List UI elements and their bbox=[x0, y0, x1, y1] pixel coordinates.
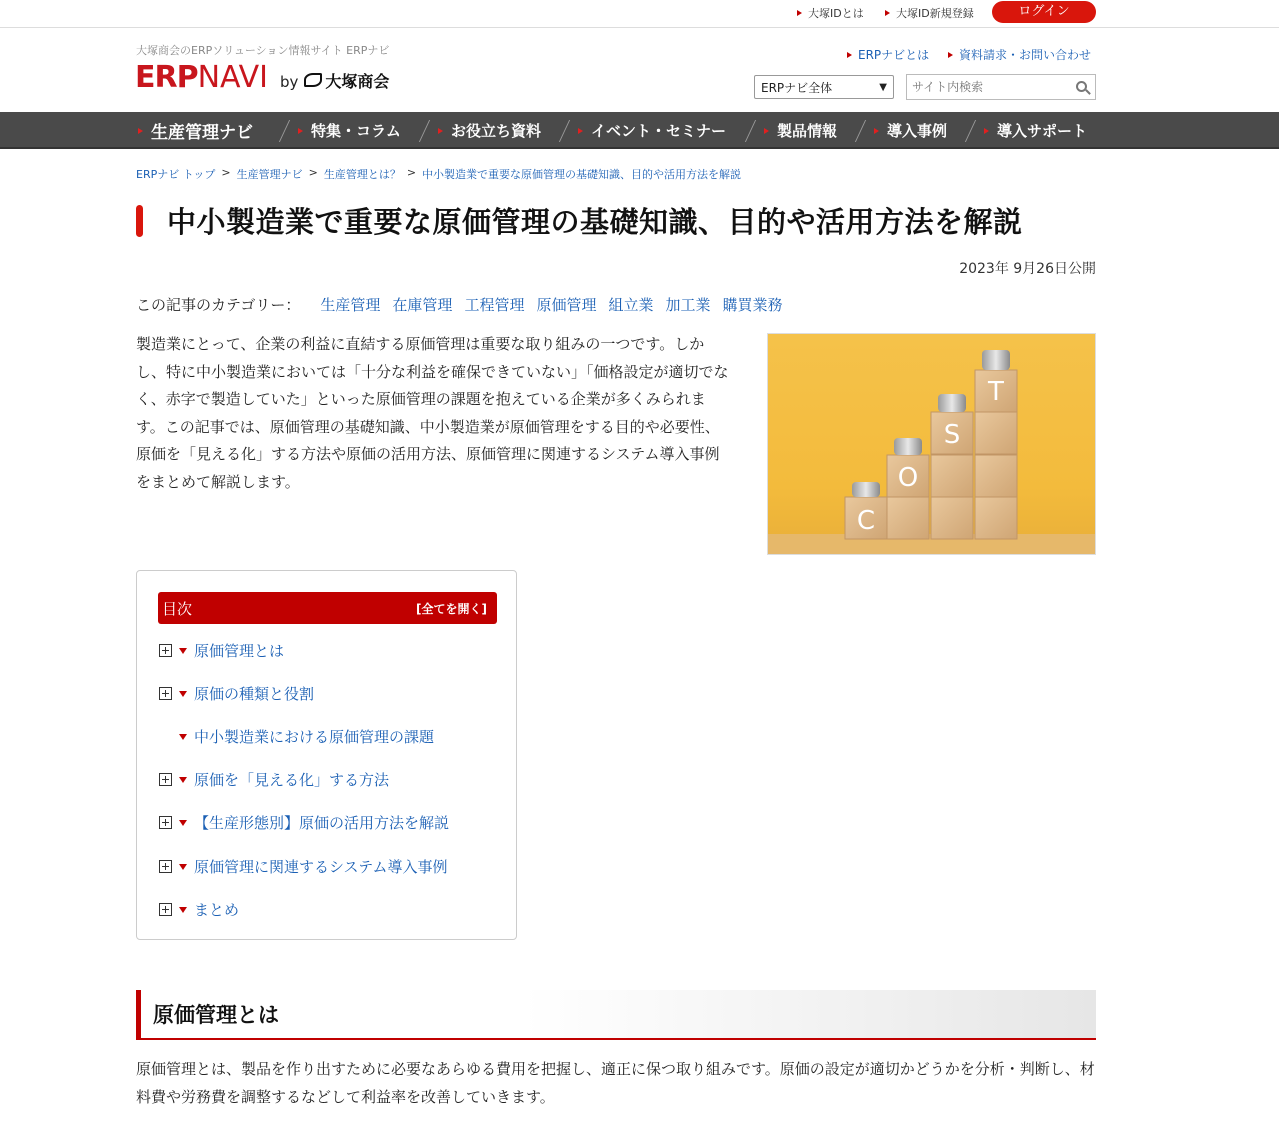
arrow-down-icon bbox=[179, 648, 187, 654]
toc-item bbox=[159, 812, 449, 833]
category-link[interactable]: 在庫管理 bbox=[392, 296, 453, 314]
hero-letter-s: S bbox=[943, 420, 961, 450]
utility-bar bbox=[0, 0, 1279, 28]
nav-resources[interactable] bbox=[438, 112, 541, 149]
arrow-right-icon bbox=[948, 52, 953, 58]
nav-divider bbox=[965, 120, 976, 142]
arrow-right-icon bbox=[578, 128, 583, 134]
toc-link[interactable]: 原価の種類と役割 bbox=[194, 685, 315, 703]
erpnavi-about-link[interactable] bbox=[847, 46, 929, 63]
nav-divider bbox=[279, 120, 290, 142]
toc-link[interactable]: まとめ bbox=[194, 901, 240, 919]
arrow-right-icon bbox=[764, 128, 769, 134]
toc-item bbox=[159, 856, 448, 877]
company-name: 大塚商会 bbox=[325, 71, 390, 91]
arrow-down-icon bbox=[179, 864, 187, 870]
nav-label: 製品情報 bbox=[777, 122, 838, 140]
otsuka-id-register-label: 大塚ID新規登録 bbox=[896, 7, 974, 20]
breadcrumb-current-page[interactable]: 中小製造業で重要な原価管理の基礎知識、目的や活用方法を解説 bbox=[422, 168, 742, 181]
section-heading bbox=[136, 990, 1096, 1040]
nav-label: 生産管理ナビ bbox=[151, 123, 253, 143]
expand-icon[interactable] bbox=[159, 644, 172, 657]
otsuka-id-about-label: 大塚IDとは bbox=[808, 7, 864, 20]
arrow-right-icon bbox=[885, 10, 890, 16]
breadcrumb-separator: > bbox=[406, 166, 417, 179]
search-input[interactable] bbox=[907, 80, 1067, 94]
search-icon[interactable] bbox=[1076, 81, 1087, 92]
nav-label: 導入事例 bbox=[887, 122, 948, 140]
breadcrumb-separator: > bbox=[308, 166, 318, 179]
search-box bbox=[906, 74, 1096, 100]
site-logo[interactable] bbox=[135, 60, 389, 95]
logo-by: by bbox=[280, 73, 299, 91]
publish-date: 2023年 9月26日公開 bbox=[959, 261, 1096, 277]
toc-item bbox=[159, 899, 239, 920]
category-link[interactable]: 原価管理 bbox=[536, 296, 597, 314]
expand-icon[interactable] bbox=[159, 903, 172, 916]
nav-products[interactable] bbox=[764, 112, 837, 149]
category-link[interactable]: 工程管理 bbox=[464, 296, 525, 314]
toc-link[interactable]: 中小製造業における原価管理の課題 bbox=[194, 728, 435, 746]
arrow-right-icon bbox=[874, 128, 879, 134]
company-logo bbox=[304, 69, 389, 92]
section-title: 原価管理とは bbox=[153, 1003, 279, 1027]
logo-erp: ERP bbox=[135, 60, 198, 95]
toc-item bbox=[179, 726, 434, 747]
nav-label: お役立ち資料 bbox=[451, 122, 542, 140]
otsuka-id-register-link[interactable] bbox=[885, 5, 974, 21]
toc-link[interactable]: 【生産形態別】原価の活用方法を解説 bbox=[194, 814, 450, 832]
nav-support[interactable] bbox=[984, 112, 1087, 149]
arrow-right-icon bbox=[847, 52, 852, 58]
article-categories bbox=[136, 294, 783, 315]
article-intro: 製造業にとって、企業の利益に直結する原価管理は重要な取り組みの一つです。しかし、特に中小製造業においては「十分な利益を確保できていない」「価格設定が適切でなく、赤字で製造していた」といった原価管理の課題を抱えている企業が多くみられます。この記事では、原価管理の基礎知識、中小製造業が原価管理をする目的や必要性、原価を「見える化」する方法や原価の活用方法、原価管理に関連するシステム導入事例をまとめて解説します。 bbox=[136, 335, 729, 491]
erpnavi-about-label: ERPナビとは bbox=[858, 48, 930, 62]
nav-divider bbox=[419, 120, 430, 142]
hero-letter-o: O bbox=[897, 463, 919, 493]
category-link[interactable]: 生産管理 bbox=[320, 296, 381, 314]
arrow-right-icon bbox=[438, 128, 443, 134]
expand-icon[interactable] bbox=[159, 687, 172, 700]
nav-cases[interactable] bbox=[874, 112, 947, 149]
nav-label: イベント・セミナー bbox=[591, 122, 727, 140]
chevron-down-icon: ▼ bbox=[879, 81, 887, 93]
categories-label: この記事のカテゴリー： bbox=[136, 296, 301, 314]
breadcrumb bbox=[136, 166, 741, 182]
arrow-down-icon bbox=[179, 734, 187, 740]
breadcrumb-separator: > bbox=[221, 166, 231, 179]
nav-features[interactable] bbox=[298, 112, 401, 149]
expand-icon[interactable] bbox=[159, 860, 172, 873]
cost-blocks-illustration bbox=[768, 334, 1096, 555]
hero-image bbox=[767, 333, 1096, 555]
category-link[interactable]: 加工業 bbox=[665, 296, 711, 314]
category-link[interactable]: 購買業務 bbox=[722, 296, 783, 314]
global-nav bbox=[0, 112, 1279, 149]
toc-item bbox=[159, 683, 314, 704]
expand-icon[interactable] bbox=[159, 816, 172, 829]
otsuka-mark-icon bbox=[304, 73, 322, 87]
arrow-right-icon bbox=[298, 128, 303, 134]
nav-label: 導入サポート bbox=[997, 122, 1088, 140]
toc-item bbox=[159, 640, 284, 661]
toc-link[interactable]: 原価管理に関連するシステム導入事例 bbox=[194, 858, 448, 876]
page-title: 中小製造業で重要な原価管理の基礎知識、目的や活用方法を解説 bbox=[167, 205, 1023, 239]
nav-events[interactable] bbox=[578, 112, 726, 149]
arrow-right-icon bbox=[984, 128, 989, 134]
toc-title: 目次 bbox=[162, 599, 193, 618]
breadcrumb-production-navi[interactable]: 生産管理ナビ bbox=[236, 168, 303, 181]
arrow-right-icon bbox=[138, 128, 143, 134]
contact-link[interactable] bbox=[948, 46, 1091, 63]
page-title-block bbox=[136, 200, 1023, 241]
login-button[interactable]: ログイン bbox=[992, 1, 1096, 23]
breadcrumb-what-is-production[interactable]: 生産管理とは？ bbox=[323, 168, 401, 181]
hero-letter-c: C bbox=[856, 506, 876, 536]
nav-divider bbox=[855, 120, 866, 142]
toc-link[interactable]: 原価を「見える化」する方法 bbox=[194, 771, 390, 789]
site-description: 大塚商会のERPソリューション情報サイト ERPナビ bbox=[136, 44, 390, 57]
breadcrumb-erpnavi-top[interactable]: ERPナビ トップ bbox=[136, 168, 216, 181]
arrow-down-icon bbox=[179, 691, 187, 697]
nav-label: 特集・コラム bbox=[311, 122, 401, 140]
nav-divider bbox=[559, 120, 570, 142]
table-of-contents bbox=[136, 570, 517, 940]
otsuka-id-about-link[interactable] bbox=[797, 5, 864, 21]
hero-letter-t: T bbox=[988, 377, 1004, 407]
arrow-right-icon bbox=[797, 10, 802, 16]
title-accent-bar bbox=[136, 205, 143, 237]
toc-item bbox=[159, 769, 389, 790]
arrow-down-icon bbox=[179, 777, 187, 783]
expand-icon[interactable] bbox=[159, 773, 172, 786]
toc-open-all-button[interactable]: [全てを開く] bbox=[416, 601, 487, 616]
search-scope-select[interactable] bbox=[754, 75, 894, 99]
category-link[interactable]: 組立業 bbox=[608, 296, 654, 314]
nav-divider bbox=[745, 120, 756, 142]
arrow-down-icon bbox=[179, 820, 187, 826]
toc-header bbox=[158, 592, 497, 624]
nav-production-navi[interactable] bbox=[138, 112, 253, 149]
toc-link[interactable]: 原価管理とは bbox=[194, 642, 285, 660]
logo-navi: NAVI bbox=[197, 60, 269, 95]
search-scope-value: ERPナビ全体 bbox=[761, 80, 833, 95]
section-body: 原価管理とは、製品を作り出すために必要なあらゆる費用を把握し、適正に保つ取り組みです。原価の設定が適切かどうかを分析・判断し、材料費や労務費を調整するなどして利益率を改善していきます。 bbox=[136, 1060, 1095, 1106]
arrow-down-icon bbox=[179, 907, 187, 913]
contact-label: 資料請求・お問い合わせ bbox=[959, 48, 1092, 62]
